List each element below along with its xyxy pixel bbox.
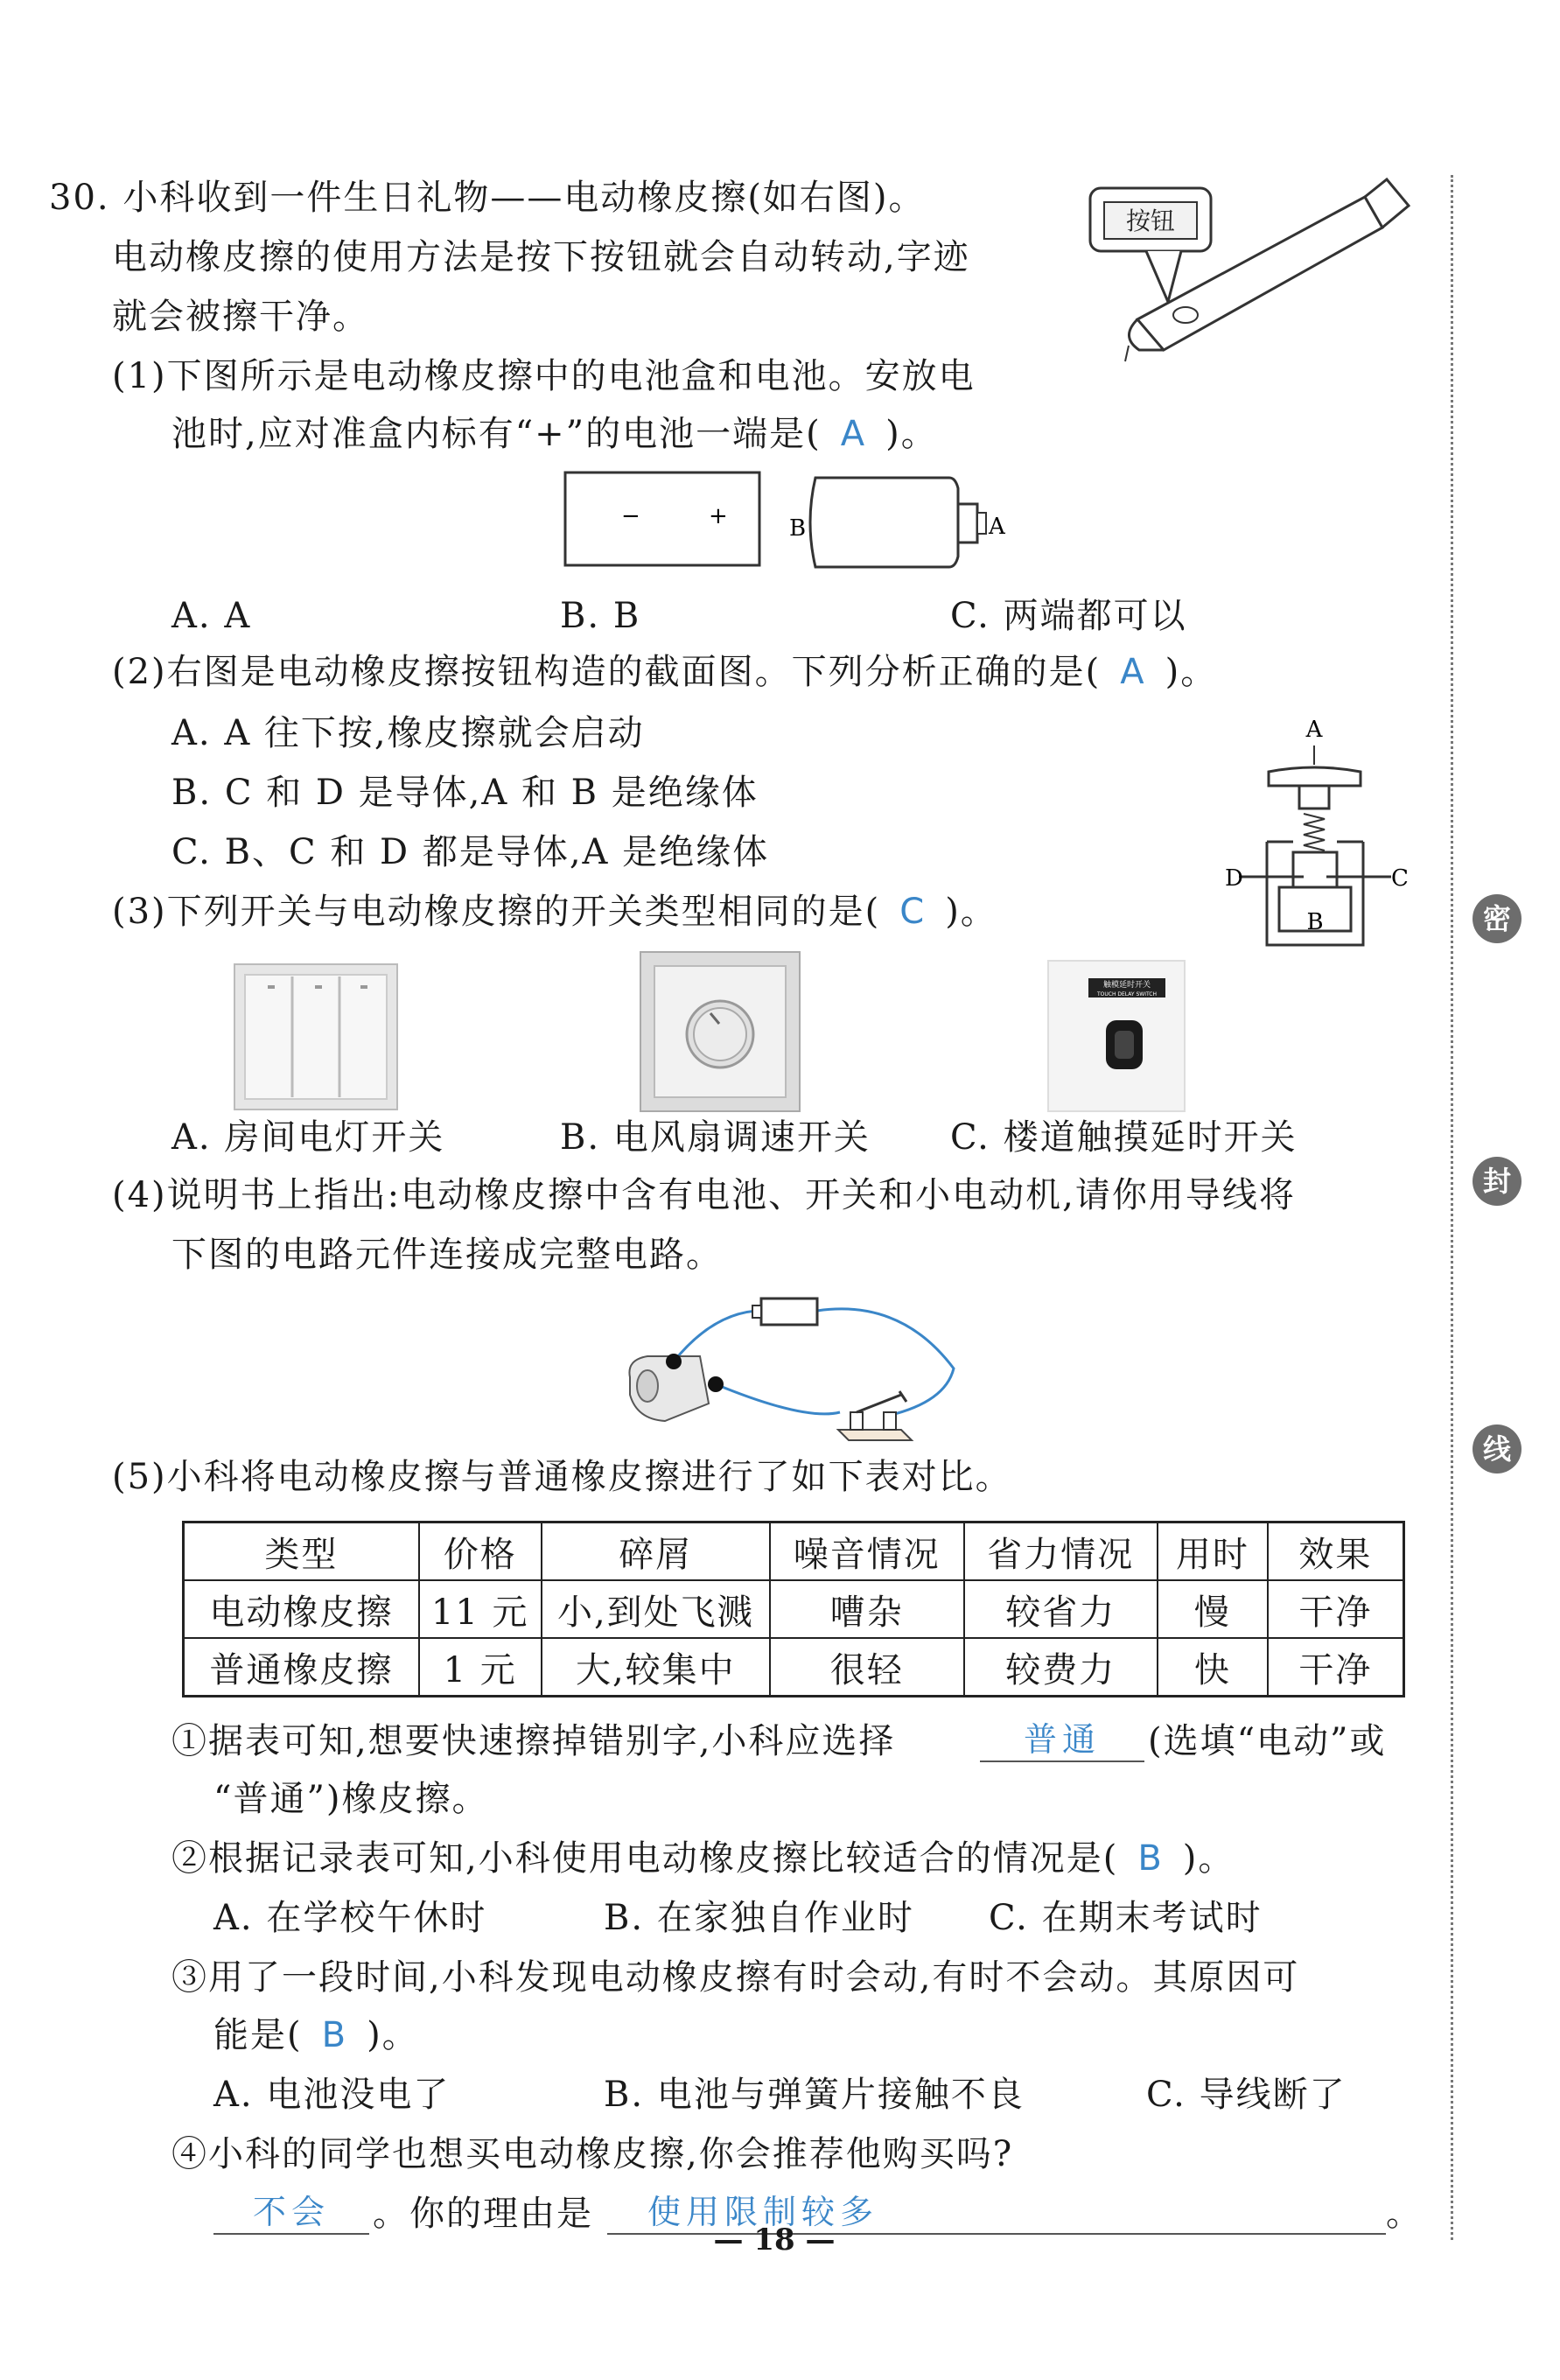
part5-q4-answer1: 不会 xyxy=(252,2193,330,2231)
part2-answer: A xyxy=(1120,652,1146,692)
table-header: 效果 xyxy=(1268,1522,1404,1581)
part5-q3-option-c: C. 导线断了 xyxy=(1146,2075,1347,2115)
part1-option-b: B. B xyxy=(560,596,641,636)
battery-box xyxy=(565,472,759,565)
part1-line1: (1)下图所示是电动橡皮擦中的电池盒和电池。安放电 xyxy=(112,356,976,396)
table-header: 价格 xyxy=(419,1522,542,1581)
svg-text:−: − xyxy=(621,503,640,529)
wire-3 xyxy=(716,1384,840,1414)
part5-q1-pre: ①据表可知,想要快速擦掉错别字,小科应选择 xyxy=(171,1721,896,1761)
part5-q3-line1: ③用了一段时间,小科发现电动橡皮擦有时会动,有时不会动。其原因可 xyxy=(171,1957,1300,1998)
fig-label-D: D xyxy=(1225,865,1243,892)
table-cell: 小,到处飞溅 xyxy=(542,1580,770,1638)
binding-dotted-line xyxy=(1451,175,1453,2240)
part5-q1-line2: “普通”)橡皮擦。 xyxy=(213,1779,489,1819)
part3-answer: C xyxy=(899,892,927,932)
fig-label-B: B xyxy=(1306,909,1324,935)
part5-q4-answer2: 使用限制较多 xyxy=(647,2193,879,2231)
part5-q1-answer: 普通 xyxy=(1023,1720,1101,1759)
table-header: 碎屑 xyxy=(542,1522,770,1581)
fan-speed-switch-image xyxy=(639,950,801,1113)
part5-line1: (5)小科将电动橡皮擦与普通橡皮擦进行了如下表对比。 xyxy=(112,1457,1012,1497)
page-number: — 18 — xyxy=(713,2222,836,2258)
part2-line1: (2)右图是电动橡皮擦按钮构造的截面图。下列分析正确的是( A )。 xyxy=(112,652,1218,692)
table-cell: 电动橡皮擦 xyxy=(184,1580,419,1638)
battery-component xyxy=(761,1298,817,1325)
table-header-row xyxy=(184,1522,1404,1581)
table-header: 类型 xyxy=(184,1522,419,1581)
button-label: 按钮 xyxy=(1125,206,1176,235)
table-header: 省力情况 xyxy=(964,1522,1158,1581)
touch-delay-switch-image xyxy=(1046,959,1186,1113)
part1-answer: A xyxy=(840,414,867,454)
part2-option-c: C. B、C 和 D 都是导体,A 是绝缘体 xyxy=(171,832,770,872)
button-dot xyxy=(1173,307,1198,323)
fig-label-C: C xyxy=(1391,865,1409,892)
touch-switch-label-en: TOUCH DELAY SWITCH xyxy=(1096,991,1158,998)
table-header: 用时 xyxy=(1158,1522,1268,1581)
table-row xyxy=(184,1638,1404,1697)
svg-text:+: + xyxy=(709,503,728,529)
question-intro-line2: 电动橡皮擦的使用方法是按下按钮就会自动转动,字迹 xyxy=(112,237,970,277)
table-cell: 较省力 xyxy=(964,1580,1158,1638)
battery-figure xyxy=(560,469,1015,583)
part5-q3-option-b: B. 电池与弹簧片接触不良 xyxy=(604,2075,1025,2115)
table-cell: 快 xyxy=(1158,1638,1268,1697)
part5-q1-post: (选填“电动”或 xyxy=(1148,1721,1387,1761)
electric-eraser-figure xyxy=(1085,171,1417,368)
button-cross-section-figure xyxy=(1216,710,1417,964)
table-cell: 普通橡皮擦 xyxy=(184,1638,419,1697)
switch-component xyxy=(838,1430,912,1440)
battery-end-A: A xyxy=(989,514,1005,540)
table-cell: 干净 xyxy=(1268,1638,1404,1697)
part5-q4-mid: 。你的理由是 xyxy=(373,2194,593,2234)
question-intro-line1: 30. 小科收到一件生日礼物——电动橡皮擦(如右图)。 xyxy=(49,178,926,218)
part4-line2: 下图的电路元件连接成完整电路。 xyxy=(171,1235,723,1275)
part5-q2-answer: B xyxy=(1137,1838,1164,1879)
part5-q2: ②根据记录表可知,小科使用电动橡皮擦比较适合的情况是( B )。 xyxy=(171,1838,1235,1879)
seal-mark-feng: 封 xyxy=(1473,1157,1522,1206)
part5-q2-option-a: A. 在学校午休时 xyxy=(213,1898,487,1938)
table-cell: 11 元 xyxy=(419,1580,542,1638)
battery-end-B: B xyxy=(789,515,807,542)
part5-q2-option-b: B. 在家独自作业时 xyxy=(604,1898,914,1938)
touch-switch-label-cn: 触模延时开关 xyxy=(1102,981,1151,990)
part5-q3-answer: B xyxy=(321,2015,348,2055)
seal-mark-mi: 密 xyxy=(1473,894,1522,943)
part1-line2: 池时,应对准盒内标有“+”的电池一端是( A )。 xyxy=(171,414,938,454)
part5-q3-option-a: A. 电池没电了 xyxy=(213,2075,451,2115)
fig-label-A: A xyxy=(1305,717,1323,743)
question-intro-line3: 就会被擦干净。 xyxy=(112,297,369,337)
part2-option-a: A. A 往下按,橡皮擦就会启动 xyxy=(171,713,645,753)
part2-option-b: B. C 和 D 是导体,A 和 B 是绝缘体 xyxy=(171,773,759,813)
part5-q4-end: 。 xyxy=(1386,2194,1423,2234)
table-cell: 大,较集中 xyxy=(542,1638,770,1697)
light-switch-image xyxy=(233,962,399,1111)
part3-option-b: B. 电风扇调速开关 xyxy=(560,1117,871,1158)
table-row xyxy=(184,1580,1404,1638)
table-cell: 慢 xyxy=(1158,1580,1268,1638)
table-cell: 干净 xyxy=(1268,1580,1404,1638)
part5-q4-line1: ④小科的同学也想买电动橡皮擦,你会推荐他购买吗? xyxy=(171,2134,1014,2174)
part1-option-a: A. A xyxy=(171,596,252,636)
table-cell: 较费力 xyxy=(964,1638,1158,1697)
table-cell: 嘈杂 xyxy=(770,1580,963,1638)
table-cell: 很轻 xyxy=(770,1638,963,1697)
table-header: 噪音情况 xyxy=(770,1522,963,1581)
part5-q2-option-c: C. 在期末考试时 xyxy=(989,1898,1263,1938)
part3-option-c: C. 楼道触摸延时开关 xyxy=(950,1117,1298,1158)
circuit-figure xyxy=(612,1281,962,1456)
comparison-table xyxy=(182,1521,1405,1698)
battery-cell xyxy=(810,478,958,567)
part5-q3-line2: 能是( B )。 xyxy=(213,2015,419,2055)
table-cell: 1 元 xyxy=(419,1638,542,1697)
part4-line1: (4)说明书上指出:电动橡皮擦中含有电池、开关和小电动机,请你用导线将 xyxy=(112,1175,1296,1215)
part1-option-c: C. 两端都可以 xyxy=(950,596,1187,636)
part3-line1: (3)下列开关与电动橡皮擦的开关类型相同的是( C )。 xyxy=(112,892,997,932)
seal-mark-xian: 线 xyxy=(1473,1424,1522,1474)
part3-option-a: A. 房间电灯开关 xyxy=(171,1117,445,1158)
